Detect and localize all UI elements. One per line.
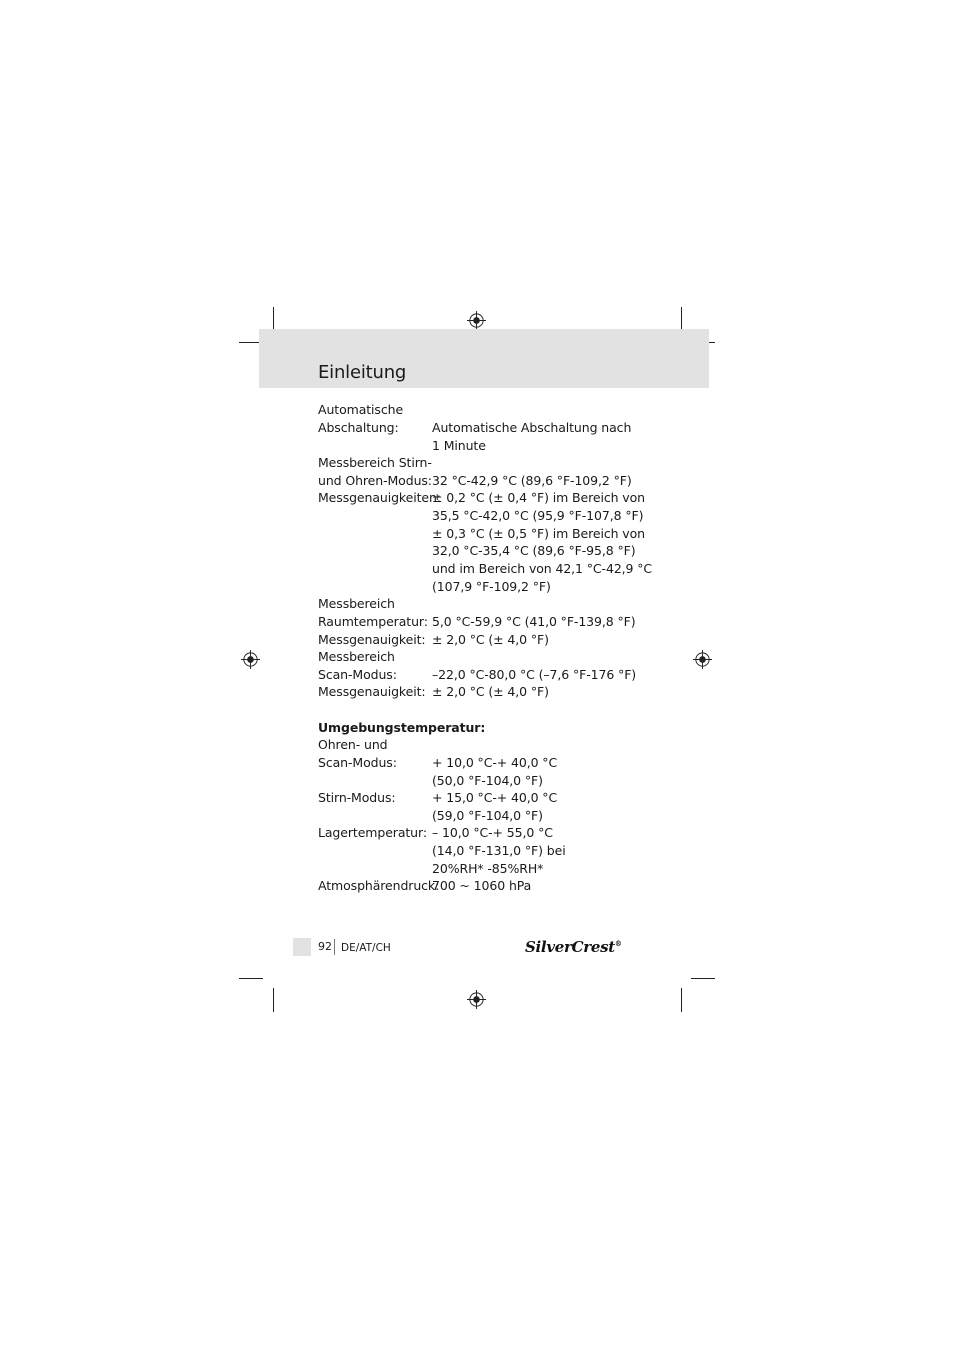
spec-value: 32 °C-42,9 °C (89,6 °F-109,2 °F) (432, 473, 632, 488)
ambient-label: Ohren- und (318, 737, 388, 752)
crop-mark (273, 988, 274, 1012)
ambient-label: Scan-Modus: (318, 755, 397, 770)
spec-value: ± 2,0 °C (± 4,0 °F) (432, 632, 549, 647)
crop-mark (691, 978, 715, 979)
crop-mark (239, 978, 263, 979)
spec-value: ± 2,0 °C (± 4,0 °F) (432, 684, 549, 699)
spec-value: 32,0 °C-35,4 °C (89,6 °F-95,8 °F) (432, 543, 636, 558)
crop-mark (681, 307, 682, 331)
ambient-value: + 10,0 °C-+ 40,0 °C (432, 755, 558, 770)
footer-divider (334, 939, 335, 955)
spec-value: ± 0,3 °C (± 0,5 °F) im Bereich von (432, 526, 645, 541)
ambient-value: (14,0 °F-131,0 °F) bei (432, 843, 566, 858)
registration-mark-icon (241, 650, 260, 669)
ambient-value: (59,0 °F-104,0 °F) (432, 808, 543, 823)
spec-label: Messgenauigkeit: (318, 632, 426, 647)
spec-label: Scan-Modus: (318, 667, 397, 682)
spec-label: Messgenauigkeiten: (318, 490, 441, 505)
ambient-label: Atmosphärendruck: (318, 878, 440, 893)
ambient-label: Lagertemperatur: (318, 825, 427, 840)
spec-label: Messbereich (318, 649, 395, 664)
ambient-label: Stirn-Modus: (318, 790, 396, 805)
brand-mark: ® (614, 939, 622, 948)
registration-mark-icon (467, 990, 486, 1009)
spec-label: und Ohren-Modus: (318, 473, 432, 488)
spec-value: Automatische Abschaltung nach (432, 420, 632, 435)
registration-mark-icon (467, 311, 486, 330)
spec-value: 35,5 °C-42,0 °C (95,9 °F-107,8 °F) (432, 508, 644, 523)
spec-value: 5,0 °C-59,9 °C (41,0 °F-139,8 °F) (432, 614, 636, 629)
spec-value: 1 Minute (432, 438, 486, 453)
locale-label: DE/AT/CH (341, 942, 391, 954)
registration-mark-icon (693, 650, 712, 669)
spec-value: –22,0 °C-80,0 °C (–7,6 °F-176 °F) (432, 667, 637, 682)
spec-value: (107,9 °F-109,2 °F) (432, 579, 551, 594)
ambient-value: 20%RH* -85%RH* (432, 861, 544, 876)
section-heading: Umgebungstemperatur: (318, 720, 486, 735)
brand-name: SilverCrest (525, 938, 615, 956)
spec-label: Automatische (318, 402, 404, 417)
ambient-value: + 15,0 °C-+ 40,0 °C (432, 790, 558, 805)
spec-value: und im Bereich von 42,1 °C-42,9 °C (432, 561, 653, 576)
page-title: Einleitung (318, 362, 407, 383)
page-number: 92 (318, 940, 332, 953)
ambient-value: – 10,0 °C-+ 55,0 °C (432, 825, 553, 840)
spec-label: Messbereich Stirn- (318, 455, 432, 470)
spec-label: Abschaltung: (318, 420, 399, 435)
ambient-value: (50,0 °F-104,0 °F) (432, 773, 543, 788)
crop-mark (273, 307, 274, 331)
spec-label: Messbereich (318, 596, 395, 611)
footer-marker (293, 938, 311, 956)
crop-mark (681, 988, 682, 1012)
spec-label: Messgenauigkeit: (318, 684, 426, 699)
spec-value: ± 0,2 °C (± 0,4 °F) im Bereich von (432, 490, 645, 505)
ambient-value: 700 ~ 1060 hPa (432, 878, 532, 893)
spec-label: Raumtemperatur: (318, 614, 428, 629)
brand-logo (525, 934, 622, 957)
